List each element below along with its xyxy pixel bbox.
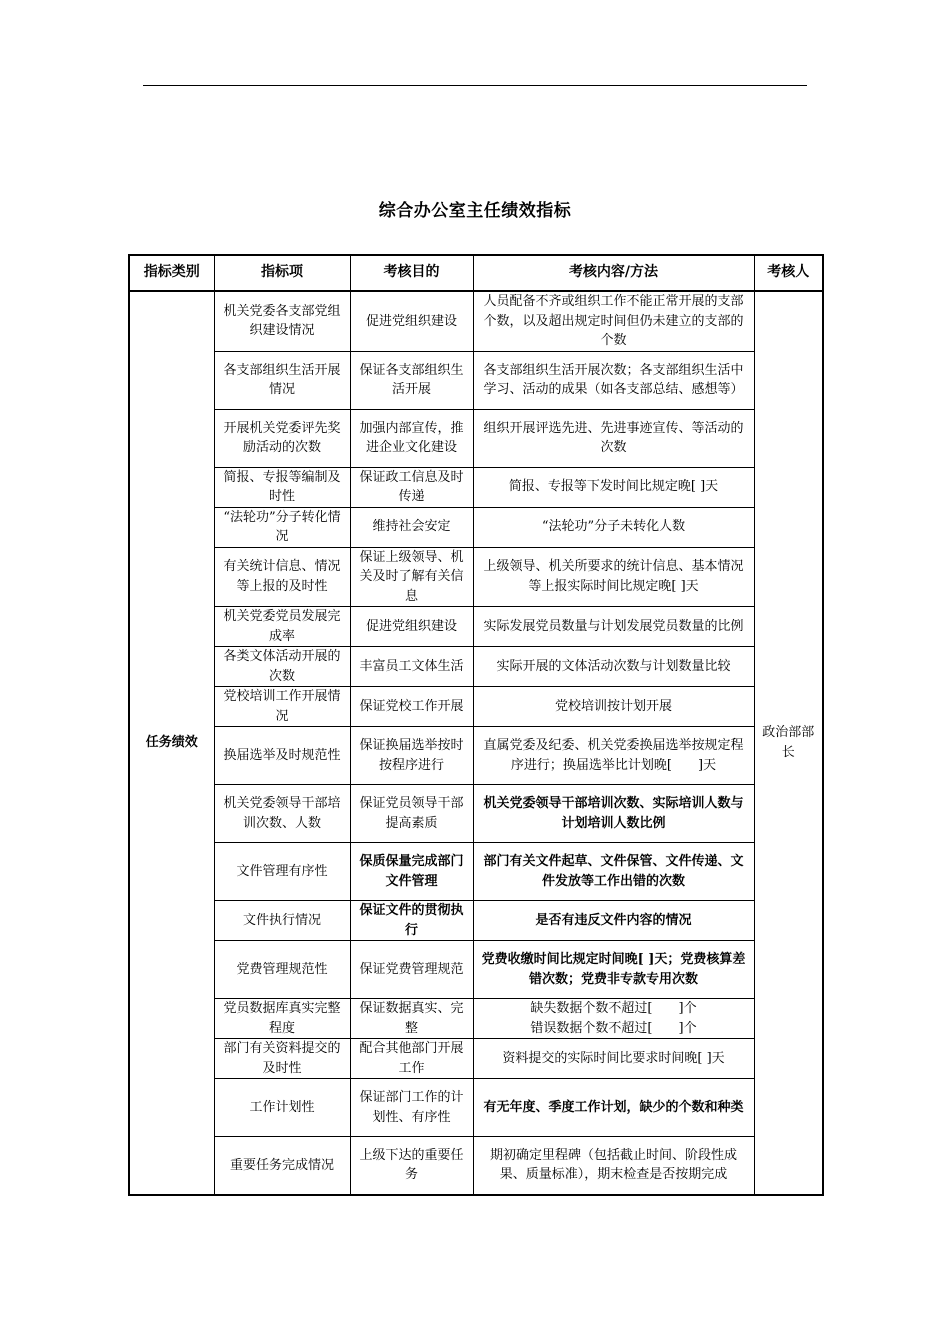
item-cell: 党员数据库真实完整程度 — [214, 999, 350, 1039]
table-row — [129, 291, 823, 351]
purpose-cell: 促进党组织建设 — [350, 291, 473, 351]
table-row — [129, 999, 823, 1039]
content-cell: 实际开展的文体活动次数与计划数量比较 — [473, 647, 754, 687]
content-cell: 部门有关文件起草、文件保管、文件传递、文件发放等工作出错的次数 — [473, 843, 754, 901]
item-cell: 工作计划性 — [214, 1079, 350, 1137]
table-row — [129, 507, 823, 547]
content-line: 缺失数据个数不超过[ ]个 — [530, 1001, 697, 1016]
content-cell: 党费收缴时间比规定时间晚[ ]天；党费核算差错次数；党费非专款专用次数 — [473, 941, 754, 999]
header-rule — [143, 85, 807, 86]
table-row — [129, 1079, 823, 1137]
content-cell: 资料提交的实际时间比要求时间晚[ ]天 — [473, 1039, 754, 1079]
table-row — [129, 843, 823, 901]
item-cell: “法轮功”分子转化情况 — [214, 507, 350, 547]
header-content: 考核内容/方法 — [473, 255, 754, 291]
content-cell: 上级领导、机关所要求的统计信息、基本情况等上报实际时间比规定晚[ ]天 — [473, 547, 754, 607]
purpose-cell: 保证党校工作开展 — [350, 687, 473, 727]
purpose-cell: 保证党费管理规范 — [350, 941, 473, 999]
item-cell: 文件执行情况 — [214, 901, 350, 941]
category-cell: 任务绩效 — [129, 291, 214, 1195]
content-cell: “法轮功”分子未转化人数 — [473, 507, 754, 547]
purpose-cell: 保证数据真实、完整 — [350, 999, 473, 1039]
purpose-cell: 保证部门工作的计划性、有序性 — [350, 1079, 473, 1137]
assessor-cell: 政治部部长 — [754, 291, 823, 1195]
item-cell: 各类文体活动开展的次数 — [214, 647, 350, 687]
purpose-cell: 保证文件的贯彻执行 — [350, 901, 473, 941]
kpi-table — [128, 254, 824, 1196]
header-category: 指标类别 — [129, 255, 214, 291]
item-cell: 开展机关党委评先奖励活动的次数 — [214, 409, 350, 467]
table-row — [129, 467, 823, 507]
item-cell: 党费管理规范性 — [214, 941, 350, 999]
content-cell: 期初确定里程碑（包括截止时间、阶段性成果、质量标准），期末检查是否按期完成 — [473, 1137, 754, 1195]
table-row — [129, 727, 823, 785]
content-cell: 各支部组织生活开展次数；各支部组织生活中学习、活动的成果（如各支部总结、感想等） — [473, 351, 754, 409]
table-row — [129, 409, 823, 467]
table-row — [129, 785, 823, 843]
content-cell: 简报、专报等下发时间比规定晚[ ]天 — [473, 467, 754, 507]
document-title: 综合办公室主任绩效指标 — [378, 201, 572, 221]
content-cell: 实际发展党员数量与计划发展党员数量的比例 — [473, 607, 754, 647]
item-cell: 各支部组织生活开展情况 — [214, 351, 350, 409]
table-row — [129, 647, 823, 687]
table-row — [129, 351, 823, 409]
purpose-cell: 促进党组织建设 — [350, 607, 473, 647]
content-cell: 人员配备不齐或组织工作不能正常开展的支部个数，以及超出规定时间但仍未建立的支部的个数 — [473, 291, 754, 351]
purpose-cell: 丰富员工文体生活 — [350, 647, 473, 687]
item-cell: 简报、专报等编制及时性 — [214, 467, 350, 507]
content-cell: 直属党委及纪委、机关党委换届选举按规定程序进行；换届选举比计划晚[ ]天 — [473, 727, 754, 785]
purpose-cell: 保证政工信息及时传递 — [350, 467, 473, 507]
item-cell: 重要任务完成情况 — [214, 1137, 350, 1195]
content-cell: 组织开展评选先进、先进事迹宣传、等活动的次数 — [473, 409, 754, 467]
purpose-cell: 加强内部宣传，推进企业文化建设 — [350, 409, 473, 467]
table-row — [129, 1039, 823, 1079]
item-cell: 机关党委各支部党组织建设情况 — [214, 291, 350, 351]
purpose-cell: 保证党员领导干部提高素质 — [350, 785, 473, 843]
header-purpose: 考核目的 — [350, 255, 473, 291]
purpose-cell: 保证上级领导、机关及时了解有关信息 — [350, 547, 473, 607]
purpose-cell: 保证换届选举按时按程序进行 — [350, 727, 473, 785]
table-header-row — [129, 255, 823, 291]
purpose-cell: 维持社会安定 — [350, 507, 473, 547]
purpose-cell: 配合其他部门开展工作 — [350, 1039, 473, 1079]
header-assessor: 考核人 — [754, 255, 823, 291]
purpose-cell: 保证各支部组织生活开展 — [350, 351, 473, 409]
purpose-cell: 上级下达的重要任务 — [350, 1137, 473, 1195]
table-row — [129, 941, 823, 999]
content-cell: 是否有违反文件内容的情况 — [473, 901, 754, 941]
content-cell: 机关党委领导干部培训次数、实际培训人数与计划培训人数比例 — [473, 785, 754, 843]
table-row — [129, 1137, 823, 1195]
content-cell: 党校培训按计划开展 — [473, 687, 754, 727]
table-row — [129, 901, 823, 941]
item-cell: 文件管理有序性 — [214, 843, 350, 901]
item-cell: 换届选举及时规范性 — [214, 727, 350, 785]
table-row — [129, 547, 823, 607]
header-item: 指标项 — [214, 255, 350, 291]
content-cell — [473, 999, 754, 1039]
item-cell: 部门有关资料提交的及时性 — [214, 1039, 350, 1079]
table-row — [129, 687, 823, 727]
content-cell: 有无年度、季度工作计划，缺少的个数和种类 — [473, 1079, 754, 1137]
item-cell: 有关统计信息、情况等上报的及时性 — [214, 547, 350, 607]
purpose-cell: 保质保量完成部门文件管理 — [350, 843, 473, 901]
item-cell: 党校培训工作开展情况 — [214, 687, 350, 727]
item-cell: 机关党委领导干部培训次数、人数 — [214, 785, 350, 843]
table-row — [129, 607, 823, 647]
content-line: 错误数据个数不超过[ ]个 — [530, 1020, 697, 1036]
item-cell: 机关党委党员发展完成率 — [214, 607, 350, 647]
